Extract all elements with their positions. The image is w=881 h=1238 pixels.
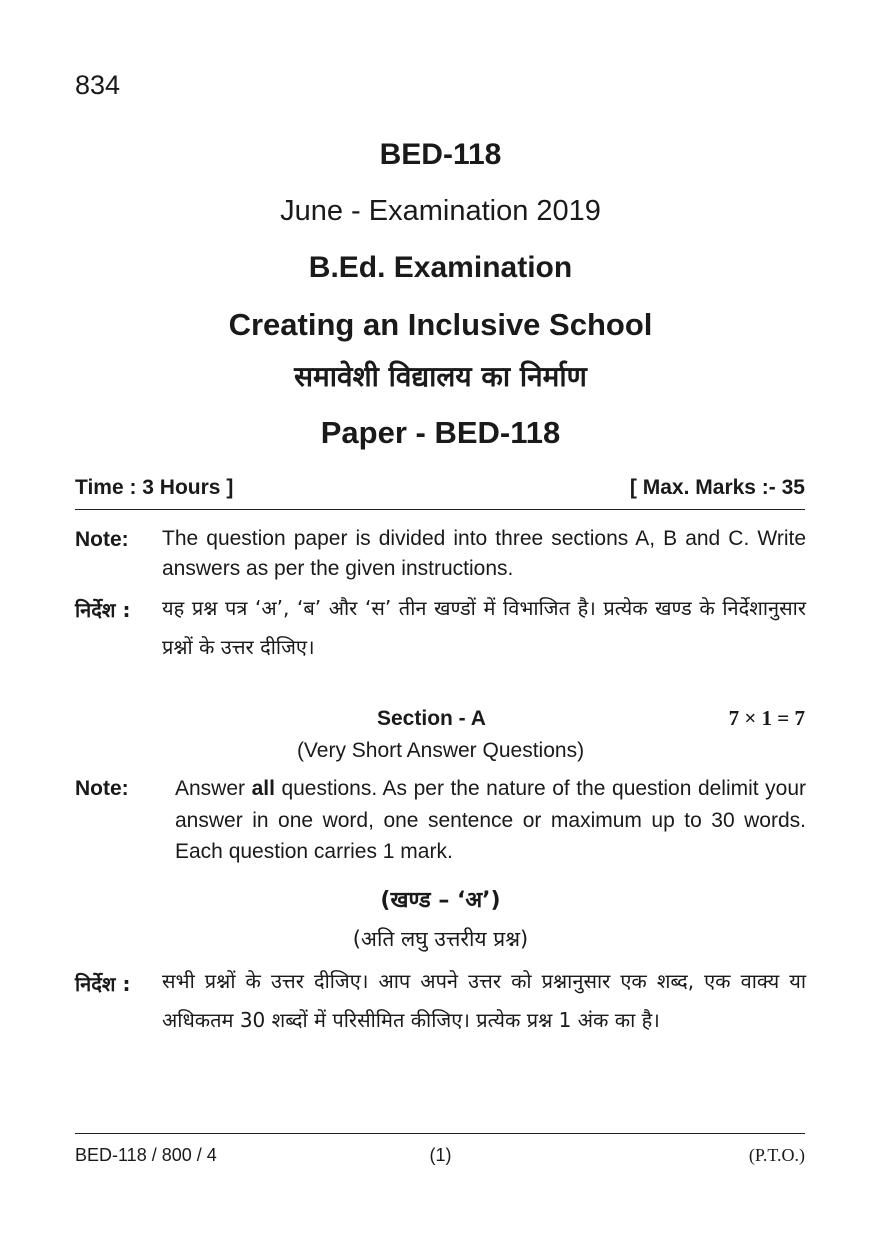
general-note-hindi-label: निर्देश : <box>75 598 131 622</box>
max-marks: [ Max. Marks :- 35 <box>629 476 805 499</box>
general-note-hindi-text: यह प्रश्न पत्र ‘अ’, ‘ब’ और ‘स’ तीन खण्डों में विभाजित है। प्रत्येक खण्ड के निर्देशानुसार प्रश्नों के उत्तर दीजिए। <box>162 596 806 659</box>
section-a-title: Section - A <box>377 707 486 730</box>
general-note-label: Note: <box>75 528 129 551</box>
section-a-note-label: Note: <box>75 777 129 800</box>
time-allowed: Time : 3 Hours ] <box>75 476 234 499</box>
section-a-note-text <box>175 773 806 868</box>
course-code: BED-118 <box>379 138 502 171</box>
subject-title-hindi: समावेशी विद्यालय का निर्माण <box>294 360 587 393</box>
section-a-note-before: Answer <box>175 777 252 800</box>
footer-divider <box>75 1133 805 1134</box>
section-a-subtitle: (Very Short Answer Questions) <box>296 739 585 762</box>
footer-paper-code: BED-118 / 800 / 4 <box>75 1145 217 1165</box>
section-a-note-after: questions. As per the nature of the question delimit your answer in one word, one sentence or maximum up to 30 words. Each question carries 1 mark. <box>175 777 807 863</box>
exam-session: June - Examination 2019 <box>280 195 601 227</box>
section-a-note-bold: all <box>251 777 275 800</box>
footer-page-number: (1) <box>429 1145 452 1165</box>
general-note-text: The question paper is divided into three sections A, B and C. Write answers as per the given instructions. <box>162 527 806 580</box>
paper-code: Paper - BED-118 <box>320 415 561 450</box>
footer-pto: (P.T.O.) <box>748 1145 805 1165</box>
page-code: 834 <box>75 70 121 100</box>
exam-name: B.Ed. Examination <box>308 251 573 284</box>
section-a-marks: 7 × 1 = 7 <box>728 706 805 730</box>
subject-title-english: Creating an Inclusive School <box>228 307 653 342</box>
section-a-hindi-title: (खण्ड – ‘अ’) <box>380 888 501 913</box>
section-a-hindi-note-label: निर्देश : <box>75 972 131 996</box>
section-a-hindi-note-text: सभी प्रश्नों के उत्तर दीजिए। आप अपने उत्तर को प्रश्नानुसार एक शब्द, एक वाक्य या अधिकतम 30 शब्दों में परिसीमित कीजिए। प्रत्येक प्रश्न 1 अंक का है। <box>162 969 806 1032</box>
section-a-hindi-subtitle: (अति लघु उत्तरीय प्रश्न) <box>352 927 529 951</box>
header-divider <box>75 509 805 510</box>
